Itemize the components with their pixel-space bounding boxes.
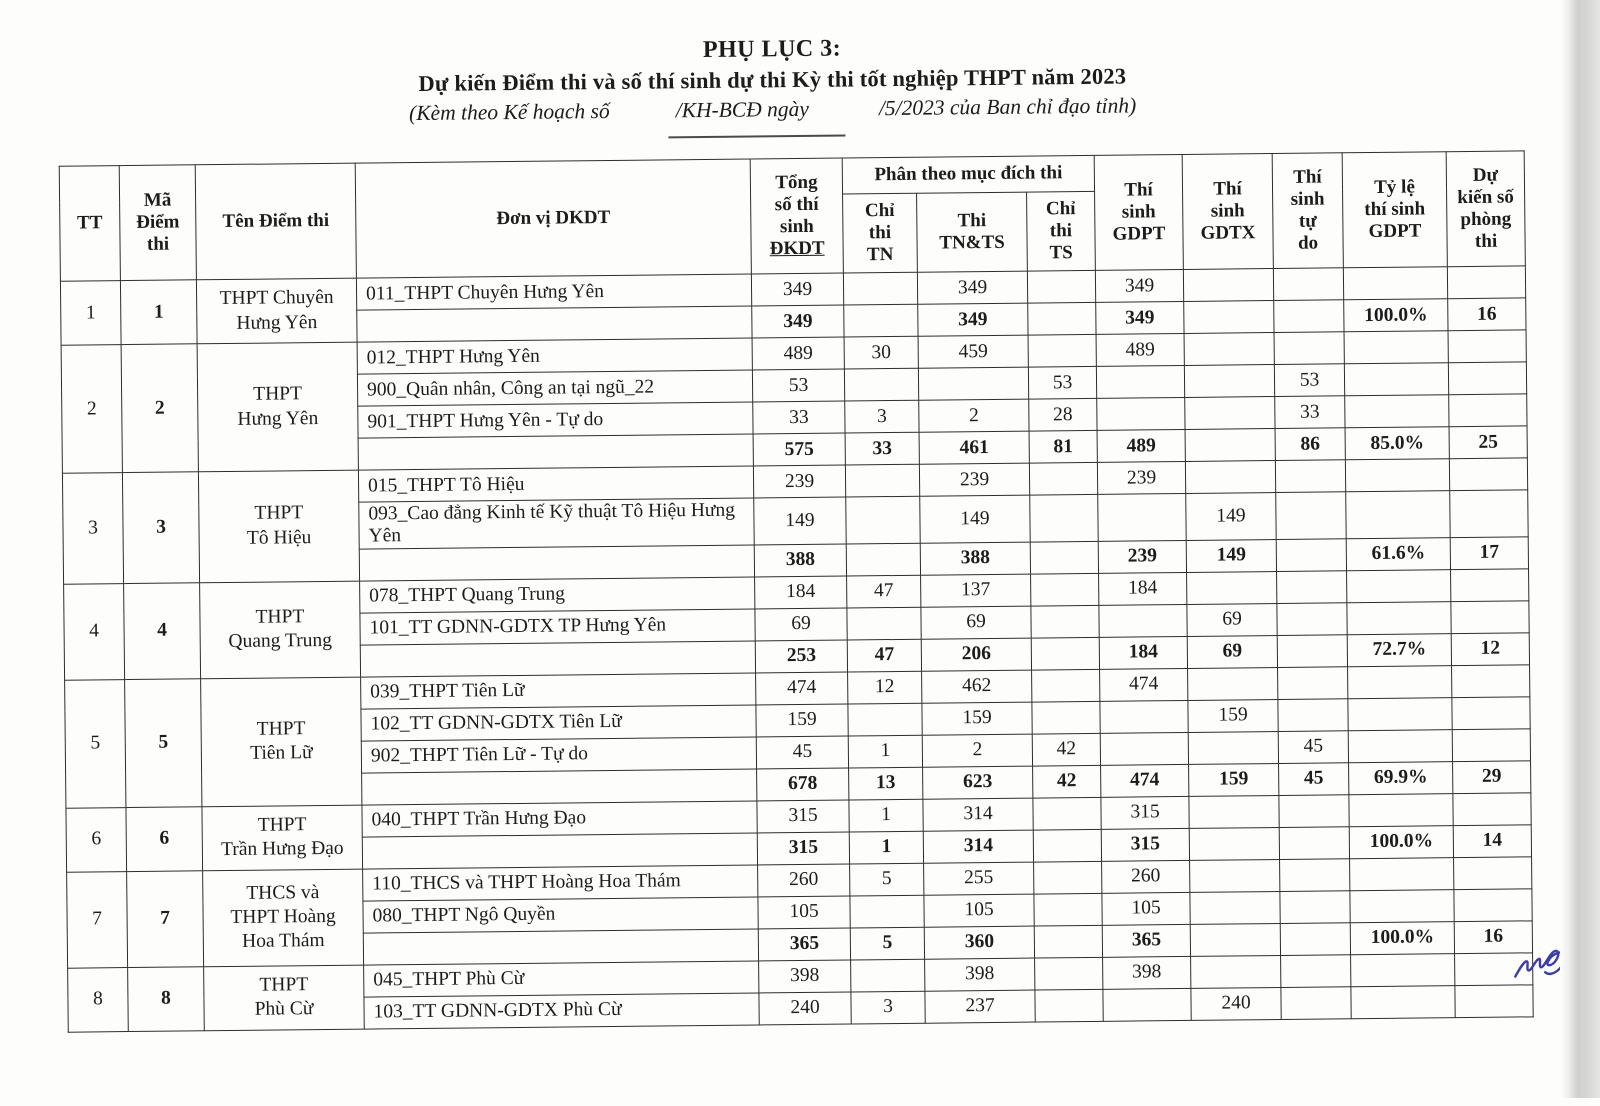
cell-tnts: 159	[922, 702, 1032, 735]
col-header-chi-thi-tn: Chỉ thi TN	[843, 193, 918, 273]
cell-gdtx	[1190, 923, 1280, 956]
cell-phong	[1451, 569, 1529, 602]
cell-gdpt: 398	[1103, 956, 1191, 989]
cell-tn	[851, 959, 925, 992]
cell-ts	[1030, 494, 1098, 541]
cell-tong: 474	[756, 672, 848, 705]
cell-tnts: 462	[922, 670, 1032, 703]
cell-ma-diem-thi: 3	[122, 472, 199, 583]
cell-phong	[1449, 394, 1527, 427]
cell-gdtx	[1188, 731, 1278, 764]
cell-tyle	[1347, 601, 1451, 634]
cell-tn	[846, 496, 920, 543]
cell-gdtx	[1189, 827, 1279, 860]
cell-gdpt: 474	[1101, 764, 1189, 797]
cell-ma-diem-thi: 7	[127, 870, 204, 967]
cell-tong: 678	[757, 768, 849, 801]
cell-ts	[1033, 797, 1101, 830]
cell-tnts: 349	[918, 303, 1028, 336]
cell-gdpt: 489	[1096, 333, 1184, 366]
cell-gdpt: 239	[1097, 461, 1185, 494]
cell-tn: 3	[845, 400, 919, 433]
cell-gdtx	[1187, 571, 1277, 604]
cell-ten-diem-thi: THPT Chuyên Hưng Yên	[196, 278, 357, 344]
cell-phong	[1448, 362, 1526, 395]
cell-tyle	[1348, 665, 1452, 698]
cell-don-vi-dkdt: 900_Quân nhân, Công an tại ngũ_22	[357, 370, 752, 406]
cell-ten-diem-thi: THPT Phù Cừ	[204, 965, 365, 1031]
cell-gdpt: 260	[1102, 860, 1190, 893]
cell-tn: 13	[849, 767, 923, 800]
cell-tn	[846, 543, 920, 576]
cell-phong	[1452, 665, 1530, 698]
cell-tyle: 100.0%	[1349, 825, 1453, 858]
cell-don-vi-dkdt	[359, 545, 754, 581]
cell-ma-diem-thi: 2	[121, 344, 198, 473]
cell-tudo: 86	[1275, 428, 1345, 461]
cell-tong: 53	[752, 369, 844, 402]
cell-tnts: 314	[923, 830, 1033, 863]
cell-tn: 1	[848, 735, 922, 768]
cell-tudo	[1277, 602, 1347, 635]
cell-gdtx: 240	[1191, 987, 1281, 1020]
cell-tyle	[1348, 729, 1452, 762]
cell-tn: 47	[847, 639, 921, 672]
cell-ts	[1029, 462, 1097, 495]
note-segment-right: /5/2023 của Ban chỉ đạo tỉnh)	[878, 93, 1137, 121]
cell-gdtx	[1184, 333, 1274, 366]
cell-gdpt: 474	[1100, 668, 1188, 701]
cell-phong	[1448, 330, 1526, 363]
cell-ts	[1035, 989, 1103, 1022]
cell-tong: 398	[759, 960, 851, 993]
cell-ten-diem-thi: THPT Tô Hiệu	[198, 470, 359, 582]
cell-gdtx	[1190, 859, 1280, 892]
cell-tnts: 206	[921, 638, 1031, 671]
cell-tudo	[1276, 492, 1346, 539]
cell-tong: 349	[751, 273, 843, 306]
cell-tn: 30	[844, 336, 918, 369]
cell-ts	[1033, 829, 1101, 862]
cell-tudo	[1279, 794, 1349, 827]
col-header-phan-theo-muc-dich: Phân theo mục đích thi	[842, 155, 1094, 194]
cell-tn	[847, 607, 921, 640]
cell-gdpt: 315	[1101, 796, 1189, 829]
cell-gdtx	[1188, 667, 1278, 700]
cell-don-vi-dkdt: 103_TT GDNN-GDTX Phù Cừ	[364, 993, 759, 1029]
cell-gdtx: 159	[1189, 763, 1279, 796]
col-header-thi-sinh-tu-do: Thí sinh tự do	[1272, 153, 1343, 269]
cell-tnts: 69	[921, 606, 1031, 639]
cell-tn	[850, 895, 924, 928]
cell-tyle: 85.0%	[1345, 427, 1449, 460]
cell-tong: 365	[758, 928, 850, 961]
cell-tudo: 33	[1275, 396, 1345, 429]
cell-tong: 239	[753, 465, 845, 498]
col-header-thi-tnts: Thi TN&TS	[917, 192, 1028, 272]
cell-tt: 7	[67, 871, 128, 968]
cell-tyle	[1347, 569, 1451, 602]
cell-phong	[1454, 889, 1532, 922]
cell-gdtx	[1183, 269, 1273, 302]
table-body	[60, 266, 1533, 1032]
cell-don-vi-dkdt: 045_THPT Phù Cừ	[364, 961, 759, 997]
cell-gdpt: 184	[1099, 636, 1187, 669]
cell-tudo	[1275, 460, 1345, 493]
cell-tnts: 255	[924, 862, 1034, 895]
cell-ts	[1031, 573, 1099, 606]
cell-tong: 253	[755, 640, 847, 673]
cell-tyle: 100.0%	[1344, 299, 1448, 332]
cell-tnts: 360	[924, 926, 1034, 959]
cell-gdpt: 239	[1098, 540, 1186, 573]
cell-tyle	[1344, 363, 1448, 396]
cell-tn	[843, 272, 917, 305]
cell-phong	[1451, 601, 1529, 634]
cell-tudo	[1280, 922, 1350, 955]
cell-tudo	[1274, 300, 1344, 333]
cell-phong: 14	[1453, 825, 1531, 858]
cell-gdpt	[1103, 988, 1191, 1021]
cell-tyle: 100.0%	[1350, 921, 1454, 954]
cell-don-vi-dkdt: 012_THPT Hưng Yên	[357, 338, 752, 374]
col-header-chi-thi-ts: Chỉ thi TS	[1027, 191, 1096, 271]
col-header-du-kien-phong-thi: Dự kiến số phòng thi	[1446, 151, 1525, 267]
cell-tong: 159	[756, 704, 848, 737]
cell-ts	[1034, 893, 1102, 926]
cell-tnts	[918, 367, 1028, 400]
note-segment-middle: /KH-BCĐ ngày	[676, 97, 809, 123]
cell-tt: 4	[64, 583, 125, 680]
cell-tyle	[1344, 331, 1448, 364]
col-header-ten-diem-thi: Tên Điểm thi	[195, 163, 356, 280]
cell-tudo: 45	[1278, 730, 1348, 763]
cell-tnts: 314	[923, 798, 1033, 831]
cell-ts	[1034, 861, 1102, 894]
cell-gdpt: 349	[1096, 301, 1184, 334]
cell-tudo	[1280, 858, 1350, 891]
cell-tudo: 53	[1274, 364, 1344, 397]
cell-tudo	[1279, 826, 1349, 859]
col-header-don-vi-dkdt: Đơn vị DKDT	[355, 159, 751, 278]
cell-tong: 33	[753, 401, 845, 434]
cell-ts: 28	[1029, 398, 1097, 431]
cell-tn	[848, 703, 922, 736]
cell-don-vi-dkdt: 080_THPT Ngô Quyền	[363, 897, 758, 933]
col-header-thi-sinh-gdtx: Thí sinh GDTX	[1182, 154, 1273, 270]
cell-tong: 315	[757, 800, 849, 833]
cell-don-vi-dkdt	[363, 929, 758, 965]
cell-ts	[1028, 302, 1096, 335]
cell-ma-diem-thi: 1	[120, 280, 197, 345]
document-header	[0, 28, 1550, 130]
cell-tong: 240	[759, 992, 851, 1025]
cell-phong	[1450, 490, 1528, 537]
cell-tyle	[1350, 889, 1454, 922]
cell-ts	[1028, 334, 1096, 367]
cell-ts: 81	[1029, 430, 1097, 463]
cell-gdtx	[1184, 301, 1274, 334]
cell-tn: 1	[849, 831, 923, 864]
cell-ts	[1032, 701, 1100, 734]
cell-tudo	[1281, 986, 1351, 1019]
cell-tnts: 398	[925, 958, 1035, 991]
cell-tt: 8	[68, 967, 129, 1032]
cell-tong: 349	[752, 305, 844, 338]
cell-tong: 69	[755, 608, 847, 641]
cell-tnts: 388	[920, 542, 1030, 575]
cell-ten-diem-thi: THPT Tiên Lữ	[201, 677, 362, 807]
cell-gdpt	[1096, 365, 1184, 398]
note-segment-left: (Kèm theo Kế hoạch số	[408, 98, 610, 126]
cell-tudo	[1274, 332, 1344, 365]
cell-don-vi-dkdt: 102_TT GDNN-GDTX Tiên Lữ	[361, 705, 756, 741]
cell-ten-diem-thi: THPT Quang Trung	[200, 581, 361, 679]
exam-sites-table	[59, 150, 1534, 1032]
cell-don-vi-dkdt	[358, 434, 753, 470]
page-title: PHỤ LỤC 3:	[702, 35, 842, 63]
cell-tn	[844, 368, 918, 401]
cell-tnts: 2	[922, 734, 1032, 767]
cell-tt: 5	[65, 679, 126, 808]
cell-ten-diem-thi: THCS và THPT Hoàng Hoa Thám	[203, 869, 364, 967]
cell-tnts: 349	[917, 271, 1027, 304]
cell-gdpt	[1099, 604, 1187, 637]
cell-tudo	[1278, 698, 1348, 731]
cell-tong: 315	[757, 832, 849, 865]
cell-gdtx	[1189, 795, 1279, 828]
cell-don-vi-dkdt	[360, 641, 755, 677]
cell-tong: 45	[756, 736, 848, 769]
cell-gdpt	[1097, 397, 1185, 430]
cell-gdtx	[1190, 891, 1280, 924]
cell-gdtx	[1185, 397, 1275, 430]
cell-don-vi-dkdt: 015_THPT Tô Hiệu	[358, 466, 753, 502]
cell-tn: 12	[848, 671, 922, 704]
cell-gdpt: 184	[1099, 572, 1187, 605]
cell-don-vi-dkdt: 902_THPT Tiên Lữ - Tự do	[361, 737, 756, 773]
cell-phong: 12	[1451, 633, 1529, 666]
cell-don-vi-dkdt	[362, 769, 757, 805]
cell-gdpt: 489	[1097, 429, 1185, 462]
cell-tt: 1	[60, 281, 121, 346]
cell-ts	[1031, 605, 1099, 638]
cell-tn	[845, 464, 919, 497]
cell-don-vi-dkdt	[362, 833, 757, 869]
cell-ts: 42	[1032, 733, 1100, 766]
cell-tn: 1	[849, 799, 923, 832]
cell-phong	[1452, 729, 1530, 762]
cell-tn	[844, 304, 918, 337]
cell-phong: 29	[1453, 761, 1531, 794]
cell-tong: 105	[758, 896, 850, 929]
cell-ts	[1031, 637, 1099, 670]
cell-tong: 260	[758, 864, 850, 897]
cell-ts	[1035, 957, 1103, 990]
col-header-ma-diem-thi: Mã Điểm thi	[119, 165, 196, 281]
cell-ma-diem-thi: 4	[124, 582, 201, 679]
cell-tt: 3	[62, 473, 123, 584]
cell-phong	[1452, 697, 1530, 730]
cell-ts	[1027, 270, 1095, 303]
cell-gdtx	[1184, 365, 1274, 398]
cell-gdtx: 149	[1186, 493, 1276, 541]
cell-tn: 5	[850, 863, 924, 896]
cell-phong	[1447, 266, 1525, 299]
cell-tong: 489	[752, 337, 844, 370]
fill-in-line	[668, 135, 845, 139]
cell-gdtx: 69	[1187, 603, 1277, 636]
cell-tyle	[1349, 793, 1453, 826]
cell-tudo	[1276, 538, 1346, 571]
cell-tnts: 461	[919, 431, 1029, 464]
cell-gdtx	[1191, 955, 1281, 988]
cell-tnts: 239	[919, 463, 1029, 496]
cell-don-vi-dkdt	[357, 306, 752, 342]
cell-tnts: 149	[920, 495, 1030, 543]
cell-tudo	[1278, 666, 1348, 699]
cell-don-vi-dkdt: 101_TT GDNN-GDTX TP Hưng Yên	[360, 609, 755, 645]
cell-tnts: 237	[925, 990, 1035, 1023]
cell-tudo: 45	[1279, 762, 1349, 795]
cell-phong: 25	[1449, 426, 1527, 459]
cell-tong: 149	[754, 497, 846, 545]
cell-tyle	[1351, 985, 1455, 1018]
cell-ten-diem-thi: THPT Trần Hưng Đạo	[202, 805, 363, 871]
cell-gdpt	[1100, 732, 1188, 765]
cell-phong: 16	[1448, 298, 1526, 331]
cell-gdpt: 349	[1095, 269, 1183, 302]
cell-ten-diem-thi: THPT Hưng Yên	[197, 342, 358, 472]
cell-ma-diem-thi: 6	[126, 806, 203, 871]
cell-gdtx	[1185, 461, 1275, 494]
cell-gdpt: 105	[1102, 892, 1190, 925]
cell-tyle	[1343, 267, 1447, 300]
cell-don-vi-dkdt: 093_Cao đẳng Kinh tế Kỹ thuật Tô Hiệu Hưng Yên	[359, 498, 754, 549]
cell-tnts: 623	[923, 766, 1033, 799]
cell-tnts: 2	[919, 399, 1029, 432]
cell-tyle: 72.7%	[1347, 633, 1451, 666]
cell-tyle: 61.6%	[1346, 537, 1450, 570]
cell-ts: 53	[1028, 366, 1096, 399]
cell-gdpt	[1100, 700, 1188, 733]
cell-tn: 5	[850, 927, 924, 960]
cell-ts	[1034, 925, 1102, 958]
cell-ma-diem-thi: 5	[125, 678, 202, 807]
cell-tudo	[1281, 954, 1351, 987]
cell-tudo	[1277, 634, 1347, 667]
cell-don-vi-dkdt: 039_THPT Tiên Lữ	[361, 673, 756, 709]
cell-phong	[1454, 857, 1532, 890]
cell-tyle	[1348, 697, 1452, 730]
cell-gdpt: 365	[1102, 924, 1190, 957]
col-header-ty-le-gdpt: Tỷ lệ thí sinh GDPT	[1342, 152, 1447, 268]
cell-tnts: 137	[921, 574, 1031, 607]
cell-tnts: 459	[918, 335, 1028, 368]
col-header-tt: TT	[59, 166, 120, 282]
cell-tyle	[1351, 953, 1455, 986]
cell-tyle	[1350, 857, 1454, 890]
cell-tn: 47	[847, 575, 921, 608]
scan-page-edge	[1560, 0, 1600, 1098]
cell-tyle	[1345, 459, 1449, 492]
cell-tudo	[1273, 268, 1343, 301]
cell-tyle	[1345, 395, 1449, 428]
cell-tnts: 105	[924, 894, 1034, 927]
cell-phong	[1453, 793, 1531, 826]
cell-tn: 3	[851, 991, 925, 1024]
cell-tong: 388	[754, 544, 846, 577]
cell-tyle: 69.9%	[1349, 761, 1453, 794]
cell-don-vi-dkdt: 011_THPT Chuyên Hưng Yên	[356, 274, 751, 310]
col-header-tong-so-thi-sinh: Tổng số thí sinh ĐKDT	[750, 158, 843, 274]
col-header-thi-sinh-gdpt: Thí sinh GDPT	[1094, 154, 1183, 270]
cell-phong: 16	[1454, 921, 1532, 954]
cell-tt: 6	[66, 807, 127, 872]
cell-gdtx: 149	[1186, 539, 1276, 572]
page-subtitle: Dự kiến Điểm thi và số thí sinh dự thi Kỳ thi tốt nghiệp THPT năm 2023	[418, 63, 1127, 96]
cell-don-vi-dkdt: 078_THPT Quang Trung	[360, 577, 755, 613]
cell-ts	[1032, 669, 1100, 702]
cell-gdtx: 69	[1187, 635, 1277, 668]
cell-ma-diem-thi: 8	[128, 966, 205, 1031]
cell-gdtx: 159	[1188, 699, 1278, 732]
cell-tt: 2	[61, 345, 122, 474]
cell-phong: 17	[1450, 537, 1528, 570]
cell-ts	[1030, 541, 1098, 574]
cell-don-vi-dkdt: 040_THPT Trần Hưng Đạo	[362, 801, 757, 837]
cell-don-vi-dkdt: 901_THPT Hưng Yên - Tự do	[358, 402, 753, 438]
cell-gdpt: 315	[1101, 828, 1189, 861]
cell-phong	[1449, 458, 1527, 491]
cell-tong: 184	[755, 576, 847, 609]
table-header	[59, 151, 1525, 281]
cell-tyle	[1346, 491, 1450, 539]
cell-don-vi-dkdt: 110_THCS và THPT Hoàng Hoa Thám	[363, 865, 758, 901]
cell-ts: 42	[1033, 765, 1101, 798]
cell-tn: 33	[845, 432, 919, 465]
cell-tong: 575	[753, 433, 845, 466]
cell-gdpt	[1098, 493, 1186, 541]
cell-tudo	[1277, 570, 1347, 603]
cell-tudo	[1280, 890, 1350, 923]
cell-gdtx	[1185, 429, 1275, 462]
